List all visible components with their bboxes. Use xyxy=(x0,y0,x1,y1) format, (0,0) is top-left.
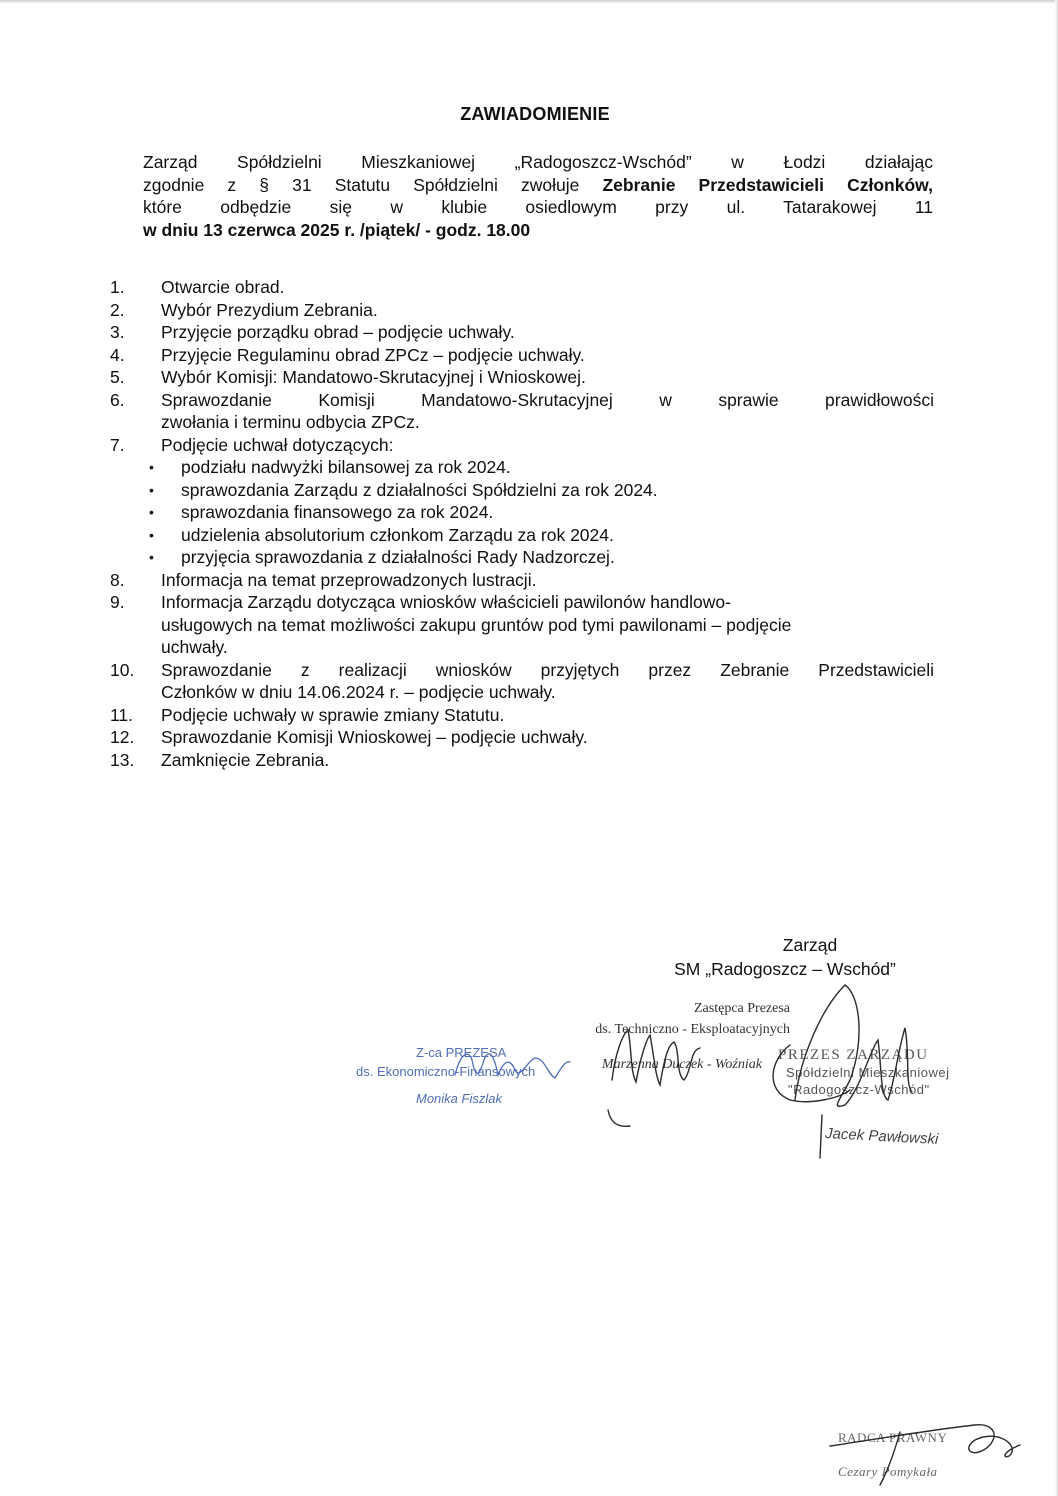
stamp-title: Z-ca PREZESA xyxy=(416,1045,507,1060)
stamp-title: RADCA PRAWNY xyxy=(838,1430,948,1445)
stamp-line: Spółdzielni Mieszkaniowej xyxy=(786,1065,950,1080)
agenda-item-text-line: Informacja Zarządu dotycząca wniosków właścicieli pawilonów handlowo- xyxy=(161,592,731,612)
agenda-item-text: Wybór Prezydium Zebrania. xyxy=(161,299,378,320)
signature-technical-tail xyxy=(608,1110,630,1126)
stamp-line: "Radogoszcz-Wschód" xyxy=(788,1082,930,1097)
bullet-icon: • xyxy=(149,481,154,498)
signature-legal-stroke xyxy=(880,1432,900,1485)
signature-president-line xyxy=(820,1115,822,1158)
document-title: ZAWIADOMIENIE xyxy=(460,104,610,124)
stamp-title: PREZES ZARZĄDU xyxy=(778,1047,929,1063)
agenda-subitem-text: udzielenia absolutorium członkom Zarządu za rok 2024. xyxy=(181,524,614,545)
agenda-item-number: 5. xyxy=(110,367,125,387)
stamp-department: ds. Ekonomiczno-Finansowych xyxy=(356,1064,536,1079)
signature-president-loop xyxy=(773,1045,850,1102)
agenda-item-text: Informacja na temat przeprowadzonych lustracji. xyxy=(161,569,537,590)
agenda-item-text-line: usługowych na temat możliwości zakupu gruntów pod tymi pawilonami – podjęcie xyxy=(161,614,792,635)
signature-board-label: Zarząd xyxy=(782,935,838,955)
signature-technical xyxy=(612,1030,700,1085)
agenda-subitem-text: przyjęcia sprawozdania z działalności Rady Nadzorczej. xyxy=(181,547,615,567)
agenda-subitem-text: sprawozdania Zarządu z działalności Spółdzielni za rok 2024. xyxy=(181,479,658,500)
signature-coop-name: SM „Radogoszcz – Wschód” xyxy=(674,959,896,979)
agenda-item-text: Wybór Komisji: Mandatowo-Skrutacyjnej i Wnioskowej. xyxy=(161,367,586,387)
agenda-item-text: Przyjęcie Regulaminu obrad ZPCz – podjęcie uchwały. xyxy=(161,344,585,365)
agenda-item-number: 13. xyxy=(110,749,135,770)
stamp-president-name: Jacek Pawłowski xyxy=(824,1125,939,1148)
stamp-department: ds. Techniczno - Eksploatacyjnych xyxy=(595,1022,790,1037)
bullet-icon: • xyxy=(149,549,154,565)
bullet-icon: • xyxy=(149,526,154,543)
agenda-item-text: Sprawozdanie Komisji Wnioskowej – podjęcie uchwały. xyxy=(161,727,588,747)
agenda-item-number: 10. xyxy=(110,659,135,680)
agenda-item-number: 7. xyxy=(110,434,125,455)
stamp-name: Monika Fiszlak xyxy=(416,1091,502,1106)
agenda-item-text-line: Członków w dniu 14.06.2024 r. – podjęcie uchwały. xyxy=(161,682,556,702)
agenda-subitem-text: podziału nadwyżki bilansowej za rok 2024. xyxy=(181,457,511,477)
agenda-item-text-line: uchwały. xyxy=(161,637,228,657)
meeting-name: Zebranie Przedstawicieli Członków, xyxy=(602,174,933,195)
signature-president xyxy=(795,985,912,1106)
agenda-item-number: 12. xyxy=(110,727,135,747)
stamp-name: Marzenna Duczek - Woźniak xyxy=(601,1057,762,1072)
agenda-item-text: Podjęcie uchwał dotyczących: xyxy=(161,434,394,455)
agenda-item-text: Otwarcie obrad. xyxy=(161,277,285,297)
agenda-item-text-line: zwołania i terminu odbycia ZPCz. xyxy=(161,412,420,432)
agenda-item-number: 2. xyxy=(110,299,125,320)
agenda-item-number: 9. xyxy=(110,592,125,612)
agenda-item-text-line: Sprawozdanie z realizacji wniosków przyjętych przez Zebranie Przedstawicieli xyxy=(161,659,934,680)
agenda-item-number: 8. xyxy=(110,569,125,590)
agenda-item-text: Zamknięcie Zebrania. xyxy=(161,749,330,770)
signature-economic xyxy=(455,1054,570,1078)
stamp-name: Cezary Pomykała xyxy=(838,1464,938,1479)
bullet-icon: • xyxy=(149,459,154,475)
agenda-item-number: 3. xyxy=(110,322,125,342)
stamp-title: Zastępca Prezesa xyxy=(694,1001,790,1016)
agenda-item-number: 4. xyxy=(110,344,125,365)
agenda-item-text-line: Sprawozdanie Komisji Mandatowo-Skrutacyjnej w sprawie prawidłowości xyxy=(161,389,934,410)
agenda-subitem-text: sprawozdania finansowego za rok 2024. xyxy=(181,502,494,522)
bullet-icon: • xyxy=(149,504,154,520)
intro-line-3: które odbędzie się w klubie osiedlowym przy ul. Tatarakowej 11 xyxy=(143,197,933,217)
intro-line-1: Zarząd Spółdzielni Mieszkaniowej „Radogoszcz-Wschód” w Łodzi działając xyxy=(143,152,933,172)
agenda-item-number: 11. xyxy=(110,704,134,725)
signature-legal xyxy=(830,1425,1020,1457)
agenda-item-number: 1. xyxy=(110,277,125,297)
meeting-date-text: w dniu 13 czerwca 2025 r. /piątek/ - godz. 18.00 xyxy=(143,219,531,240)
agenda-item-text: Przyjęcie porządku obrad – podjęcie uchwały. xyxy=(161,322,515,342)
intro-line-2-text: zgodnie z § 31 Statutu Spółdzielni zwołuje xyxy=(143,174,603,195)
agenda-item-number: 6. xyxy=(110,389,125,410)
agenda-item-text: Podjęcie uchwały w sprawie zmiany Statutu. xyxy=(161,704,505,725)
